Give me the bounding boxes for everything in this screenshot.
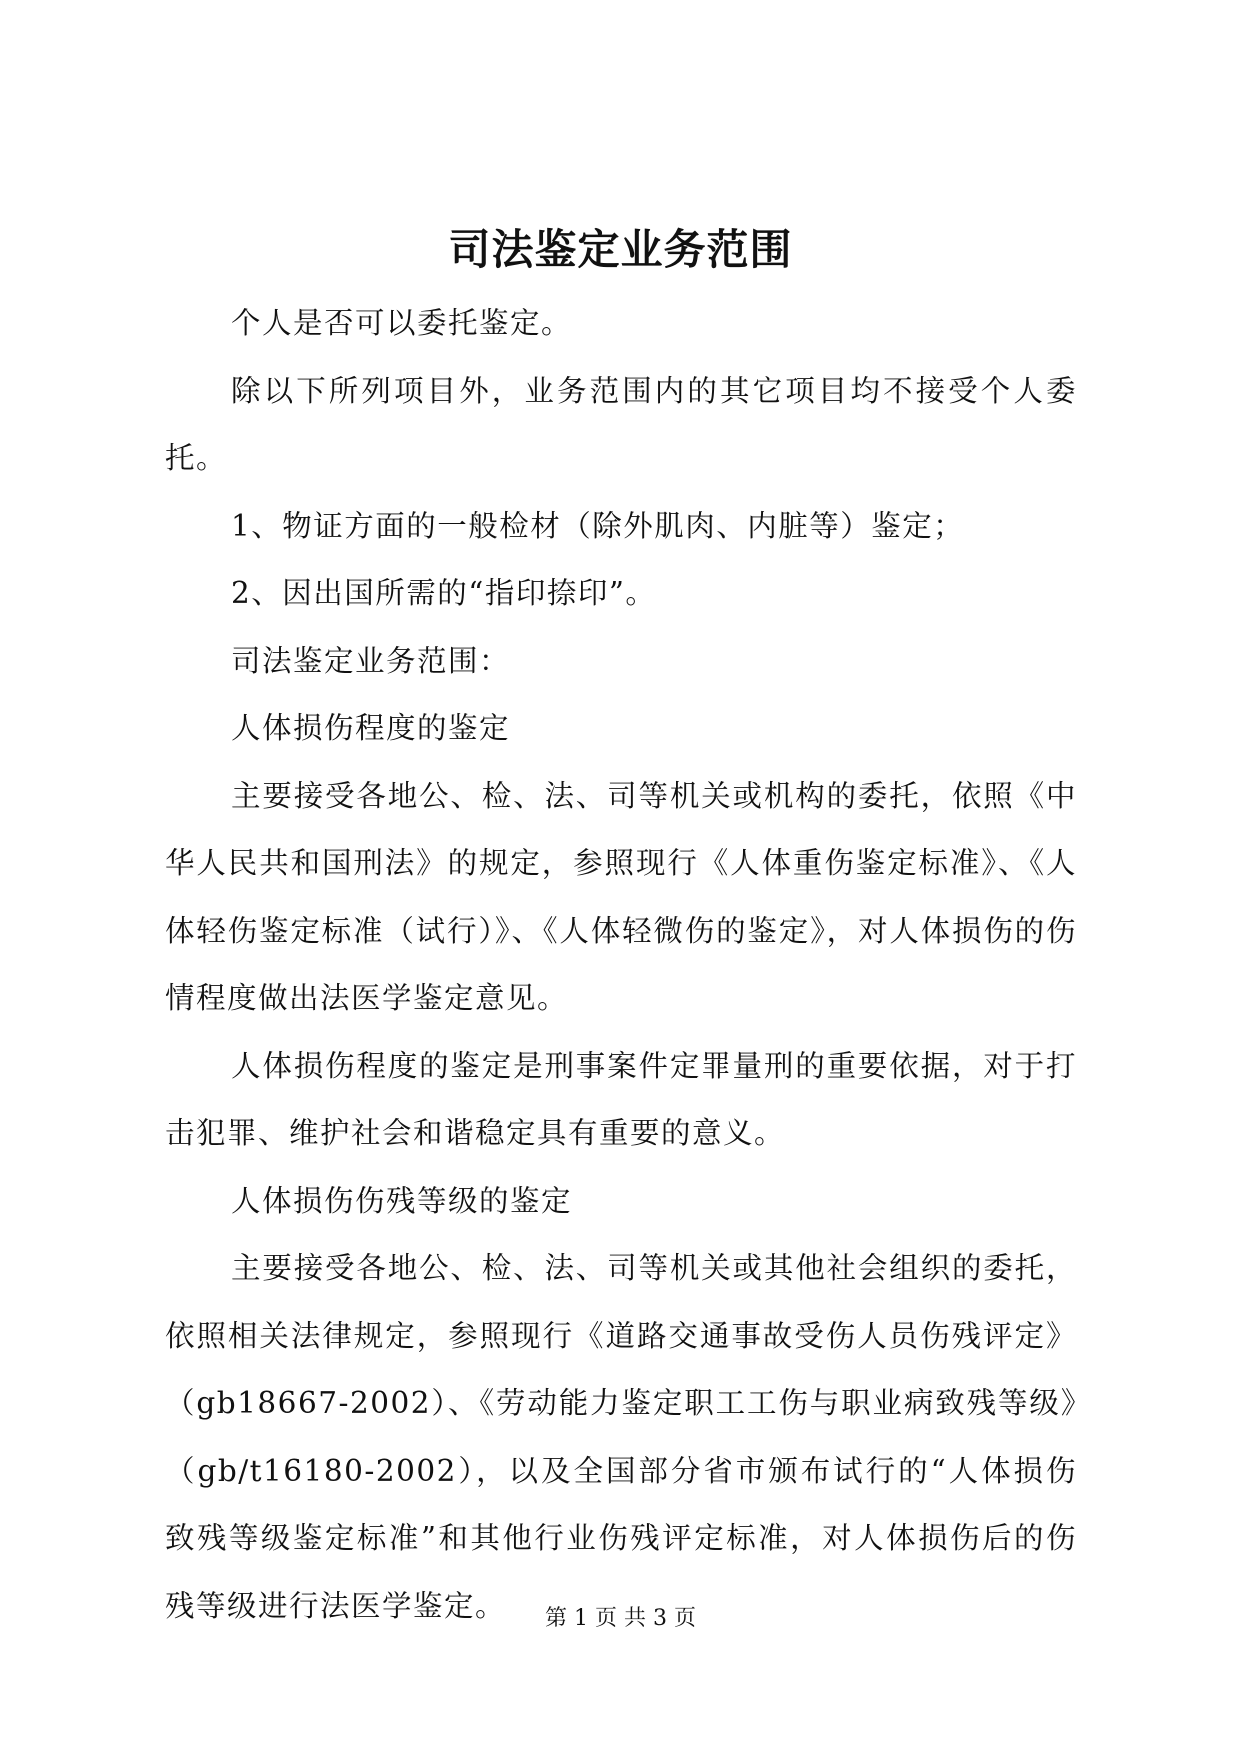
paragraph-8: 人体损伤程度的鉴定是刑事案件定罪量刑的重要依据，对于打击犯罪、维护社会和谐稳定具有重要的意义。 <box>165 1048 1077 1150</box>
paragraph-5: 司法鉴定业务范围： <box>231 643 511 678</box>
paragraph-3: 1、物证方面的一般检材（除外肌肉、内脏等）鉴定； <box>231 508 965 543</box>
paragraph-4: 2、因出国所需的“指印捺印”。 <box>231 576 657 610</box>
paragraph-7: 主要接受各地公、检、法、司等机关或机构的委托，依照《中华人民共和国刑法》的规定，参照现行《人体重伤鉴定标准》、《人体轻伤鉴定标准（试行）》、《人体轻微伤的鉴定》，对人体损伤的伤情程度做出法医学鉴定意见。 <box>165 778 1077 1015</box>
paragraph-1: 个人是否可以委托鉴定。 <box>231 306 573 340</box>
paragraph-2: 除以下所列项目外，业务范围内的其它项目均不接受个人委托。 <box>165 373 1077 475</box>
document-body <box>165 290 1077 1640</box>
paragraph-10: 主要接受各地公、检、法、司等机关或其他社会组织的委托，依照相关法律规定，参照现行《道路交通事故受伤人员伤残评定》（gb18667-2002）、《劳动能力鉴定职工工伤与职业病致残等级》（gb/t16180-2002），以及全国部分省市颁布试行的“人体损伤致残等级鉴定标准”和其他行业伤残评定标准，对人体损伤后的伤残等级进行法医学鉴定。 <box>165 1251 1077 1623</box>
section-heading-injury-degree: 人体损伤程度的鉴定 <box>231 711 511 745</box>
page-title: 司法鉴定业务范围 <box>448 225 793 274</box>
page-number-footer: 第 1 页 共 3 页 <box>545 1606 696 1631</box>
section-heading-disability-grade: 人体损伤伤残等级的鉴定 <box>231 1183 573 1218</box>
